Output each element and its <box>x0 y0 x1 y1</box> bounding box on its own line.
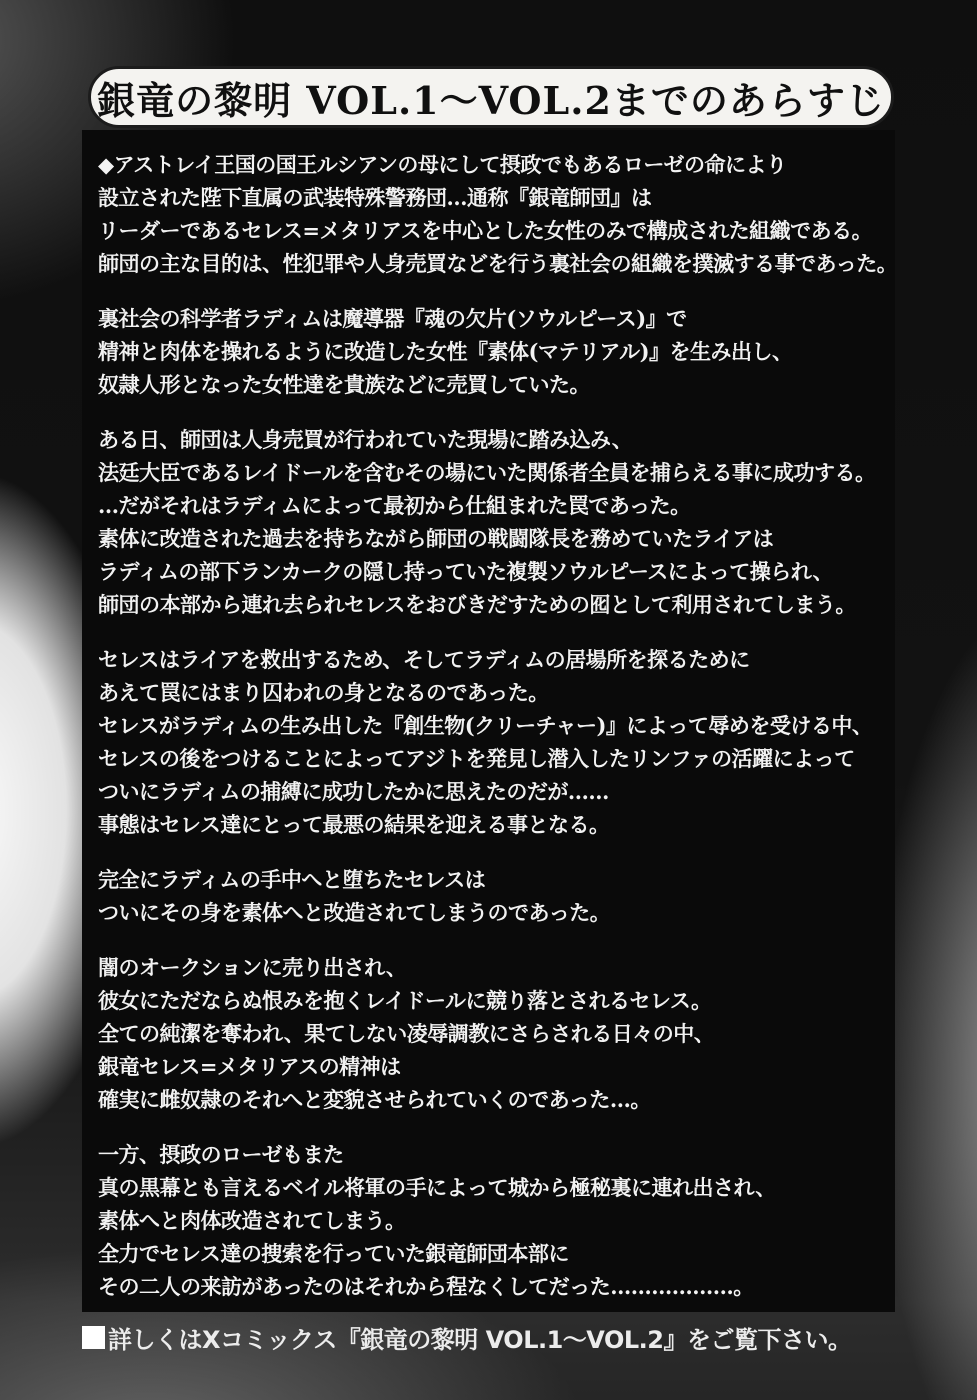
synopsis-line: ラディムの部下ランカークの隠し持っていた複製ソウルピースによって操られ、 <box>98 559 834 584</box>
synopsis-panel-bg <box>82 130 898 1312</box>
synopsis-line: 真の黒幕とも言えるベイル将軍の手によって城から極秘裏に連れ出され、 <box>98 1175 776 1200</box>
synopsis-line: 一方、摂政のローゼもまた <box>98 1142 344 1167</box>
synopsis-line: リーダーであるセレス=メタリアスを中心とした女性のみで構成された組織である。 <box>98 218 873 243</box>
synopsis-paragraph <box>98 643 882 841</box>
synopsis-line: セレスはライアを救出するため、そしてラディムの居場所を探るために <box>98 647 750 672</box>
synopsis-paragraph <box>98 148 898 280</box>
square-bullet-icon <box>82 1326 105 1349</box>
synopsis-line: ある日、師団は人身売買が行われていた現場に踏み込み、 <box>98 427 633 452</box>
synopsis-line: 素体に改造された過去を持ちながら師団の戦闘隊長を務めていたライアは <box>98 526 774 551</box>
synopsis-line: 完全にラディムの手中へと堕ちたセレスは <box>98 867 486 892</box>
synopsis-paragraph <box>98 951 882 1116</box>
synopsis-line: 法廷大臣であるレイドールを含むその場にいた関係者全員を捕らえる事に成功する。 <box>98 460 876 485</box>
page-title: 銀竜の黎明 VOL.1～VOL.2までのあらすじ <box>97 77 885 123</box>
synopsis-line: 確実に雌奴隷のそれへと変貌させられていくのであった…。 <box>98 1087 651 1112</box>
footer-text: 詳しくはXコミックス『銀竜の黎明 VOL.1～VOL.2』をご覧下さい。 <box>108 1325 852 1354</box>
synopsis-line: 奴隷人形となった女性達を貴族などに売買していた。 <box>98 372 590 397</box>
synopsis-line: ◆アストレイ王国の国王ルシアンの母にして摂政でもあるローゼの命により <box>98 152 787 177</box>
synopsis-line: 素体へと肉体改造されてしまう。 <box>98 1208 406 1233</box>
synopsis-line: 設立された陛下直属の武装特殊警務団…通称『銀竜師団』は <box>98 185 652 210</box>
synopsis-line: 全ての純潔を奪われ、果てしない凌辱調教にさらされる日々の中、 <box>98 1021 715 1046</box>
synopsis-line: ついにその身を素体へと改造されてしまうのであった。 <box>98 900 611 925</box>
synopsis-line: 闇のオークションに売り出され、 <box>98 955 407 980</box>
synopsis-line: ついにラディムの捕縛に成功したかに思えたのだが…… <box>98 779 609 804</box>
synopsis-line: 銀竜セレス=メタリアスの精神は <box>98 1054 401 1079</box>
synopsis-line: 師団の本部から連れ去られセレスをおびきだすための囮として利用されてしまう。 <box>98 592 856 617</box>
synopsis-line: 裏社会の科学者ラディムは魔導器『魂の欠片(ソウルピース)』で <box>98 306 687 331</box>
synopsis-line: その二人の来訪があったのはそれから程なくしてだった………………。 <box>98 1274 754 1299</box>
synopsis-line: 事態はセレス達にとって最悪の結果を迎える事となる。 <box>98 812 610 837</box>
synopsis-line: 彼女にただならぬ恨みを抱くレイドールに競り落とされるセレス。 <box>98 988 712 1013</box>
synopsis-line: セレスの後をつけることによってアジトを発見し潜入したリンファの活躍によって <box>98 746 855 771</box>
synopsis-panel <box>98 148 898 1325</box>
synopsis-line: 師団の主な目的は、性犯罪や人身売買などを行う裏社会の組織を撲滅する事であった。 <box>98 251 898 276</box>
synopsis-line: 全力でセレス達の捜索を行っていた銀竜師団本部に <box>98 1241 569 1266</box>
synopsis-line: 精神と肉体を操れるように改造した女性『素体(マテリアル)』を生み出し、 <box>98 339 793 364</box>
footer-note <box>82 1320 851 1354</box>
synopsis-line: あえて罠にはまり囚われの身となるのであった。 <box>98 680 549 705</box>
title-banner <box>88 66 894 128</box>
synopsis-paragraph <box>98 423 882 621</box>
synopsis-line: …だがそれはラディムによって最初から仕組まれた罠であった。 <box>98 493 691 518</box>
synopsis-line: セレスがラディムの生み出した『創生物(クリーチャー)』によって辱めを受ける中、 <box>98 713 873 738</box>
synopsis-paragraph <box>98 1138 882 1303</box>
synopsis-paragraph <box>98 863 882 929</box>
synopsis-paragraph <box>98 302 882 401</box>
